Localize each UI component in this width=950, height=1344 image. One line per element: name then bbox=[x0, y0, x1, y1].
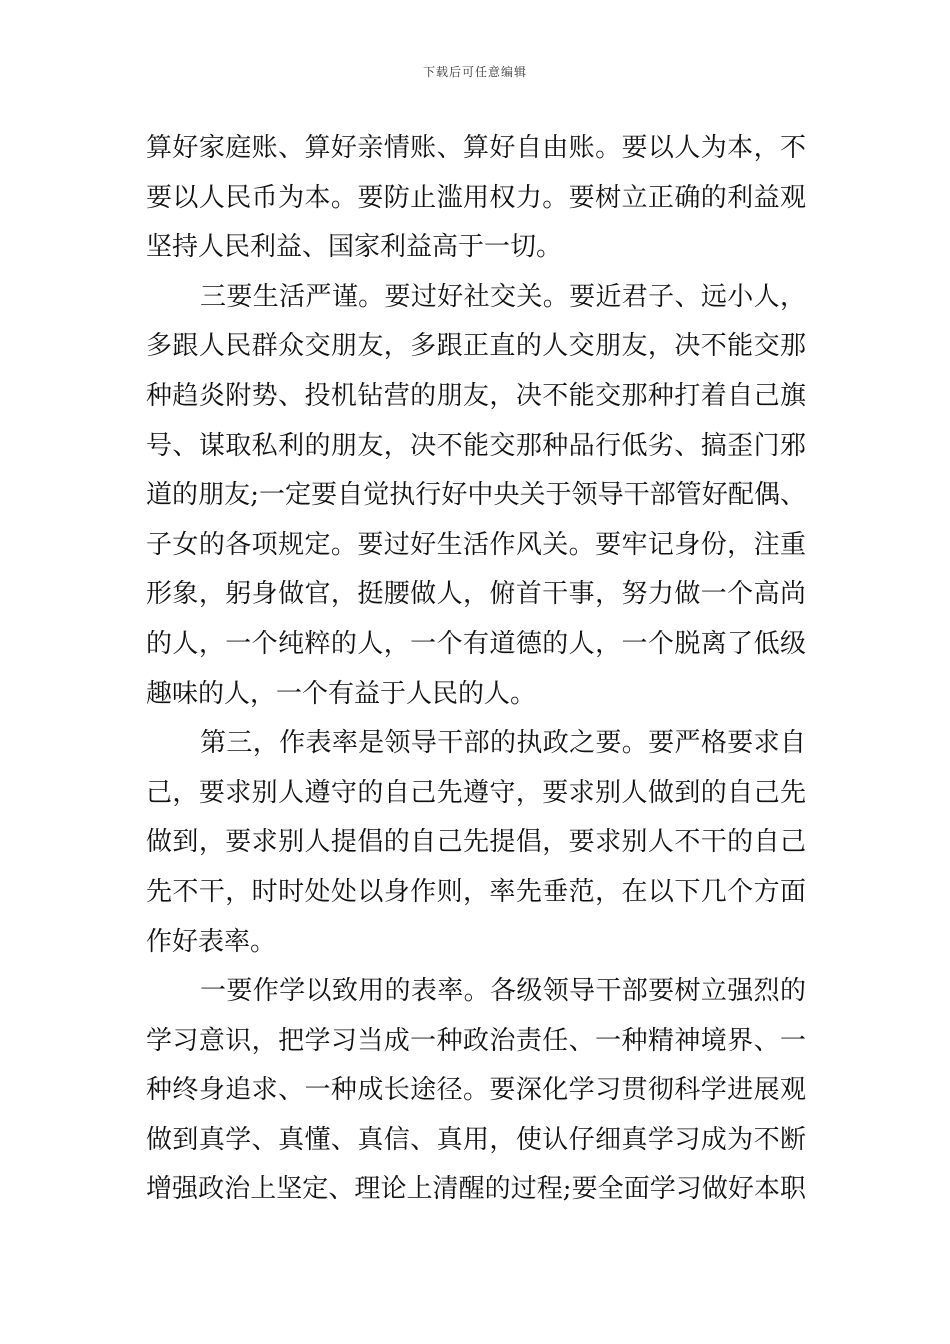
text-line: 作好表率。 bbox=[146, 926, 277, 957]
text-line: 算好家庭账、算好亲情账、算好自由账。要以人为本，不 bbox=[146, 133, 806, 163]
paragraph-start-line: 第三，作表率是领导干部的执政之要。要严格要求自 bbox=[200, 728, 806, 759]
text-line: 做到，要求别人提倡的自己先提倡，要求别人不干的自己 bbox=[146, 827, 806, 858]
text-line: 道的朋友;一定要自觉执行好中央关于领导干部管好配偶、 bbox=[146, 480, 806, 511]
text-line: 增强政治上坚定、理论上清醒的过程;要全面学习做好本职 bbox=[146, 1174, 806, 1205]
paragraph-start-line: 一要作学以致用的表率。各级领导干部要树立强烈的 bbox=[200, 976, 806, 1007]
text-line: 多跟人民群众交朋友，多跟正直的人交朋友，决不能交那 bbox=[146, 331, 806, 362]
text-line: 种趋炎附势、投机钻营的朋友，决不能交那种打着自己旗 bbox=[146, 380, 806, 411]
text-line: 趣味的人，一个有益于人民的人。 bbox=[146, 678, 537, 709]
document-body bbox=[146, 124, 806, 1215]
text-line: 形象，躬身做官，挺腰做人，俯首干事，努力做一个高尚 bbox=[146, 579, 806, 610]
paragraph-start-line: 三要生活严谨。要过好社交关。要近君子、远小人， bbox=[200, 281, 806, 312]
text-line: 己，要求别人遵守的自己先遵守，要求别人做到的自己先 bbox=[146, 777, 806, 808]
text-line: 号、谋取私利的朋友，决不能交那种品行低劣、搞歪门邪 bbox=[146, 430, 806, 461]
text-line: 坚持人民利益、国家利益高于一切。 bbox=[146, 232, 563, 263]
text-line: 要以人民币为本。要防止滥用权力。要树立正确的利益观 bbox=[146, 182, 806, 213]
page-header-note: 下载后可任意编辑 bbox=[422, 65, 527, 79]
text-line: 的人，一个纯粹的人，一个有道德的人，一个脱离了低级 bbox=[146, 628, 806, 659]
text-line: 种终身追求、一种成长途径。要深化学习贯彻科学进展观 bbox=[146, 1075, 806, 1106]
text-line: 先不干，时时处处以身作则，率先垂范，在以下几个方面 bbox=[146, 876, 806, 907]
text-line: 做到真学、真懂、真信、真用，使认仔细真学习成为不断 bbox=[146, 1124, 806, 1155]
text-line: 子女的各项规定。要过好生活作风关。要牢记身份，注重 bbox=[146, 529, 806, 560]
text-line: 学习意识，把学习当成一种政治责任、一种精神境界、一 bbox=[146, 1025, 806, 1056]
